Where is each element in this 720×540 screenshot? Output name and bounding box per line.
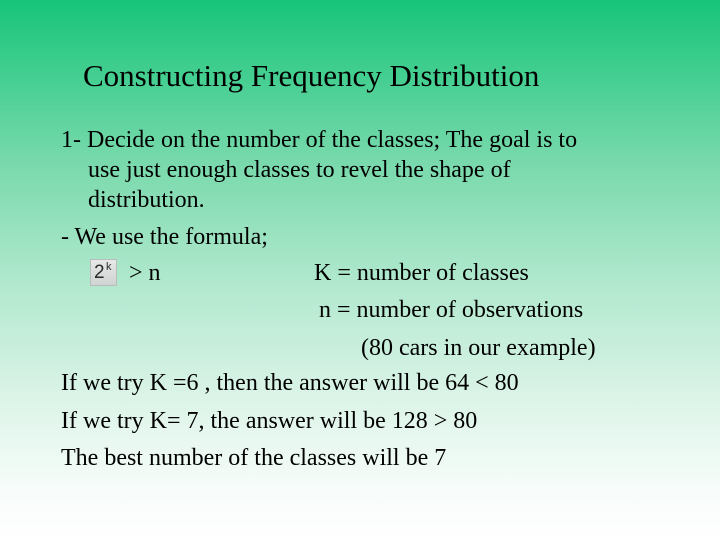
step1-text-line1: 1- Decide on the number of the classes; The goal is to bbox=[61, 127, 578, 153]
step1-text-line2: use just enough classes to revel the shape of bbox=[88, 157, 511, 183]
step1-text-line3: distribution. bbox=[88, 187, 205, 213]
try-k-7-line: If we try K= 7, the answer will be 128 > 80 bbox=[61, 408, 478, 434]
conclusion-line: The best number of the classes will be 7 bbox=[61, 445, 447, 471]
formula-relation: > n bbox=[129, 260, 161, 286]
slide-title: Constructing Frequency Distribution bbox=[83, 58, 540, 93]
formula-exponent: k bbox=[106, 261, 112, 273]
k-definition: K = number of classes bbox=[314, 260, 529, 286]
n-example: (80 cars in our example) bbox=[361, 335, 596, 361]
two-to-the-k-formula-image bbox=[90, 259, 117, 286]
step2-text: - We use the formula; bbox=[61, 224, 268, 250]
formula-base: 2 bbox=[94, 262, 105, 283]
try-k-6-line: If we try K =6 , then the answer will be 64 < 80 bbox=[61, 370, 519, 396]
n-definition: n = number of observations bbox=[319, 297, 584, 323]
